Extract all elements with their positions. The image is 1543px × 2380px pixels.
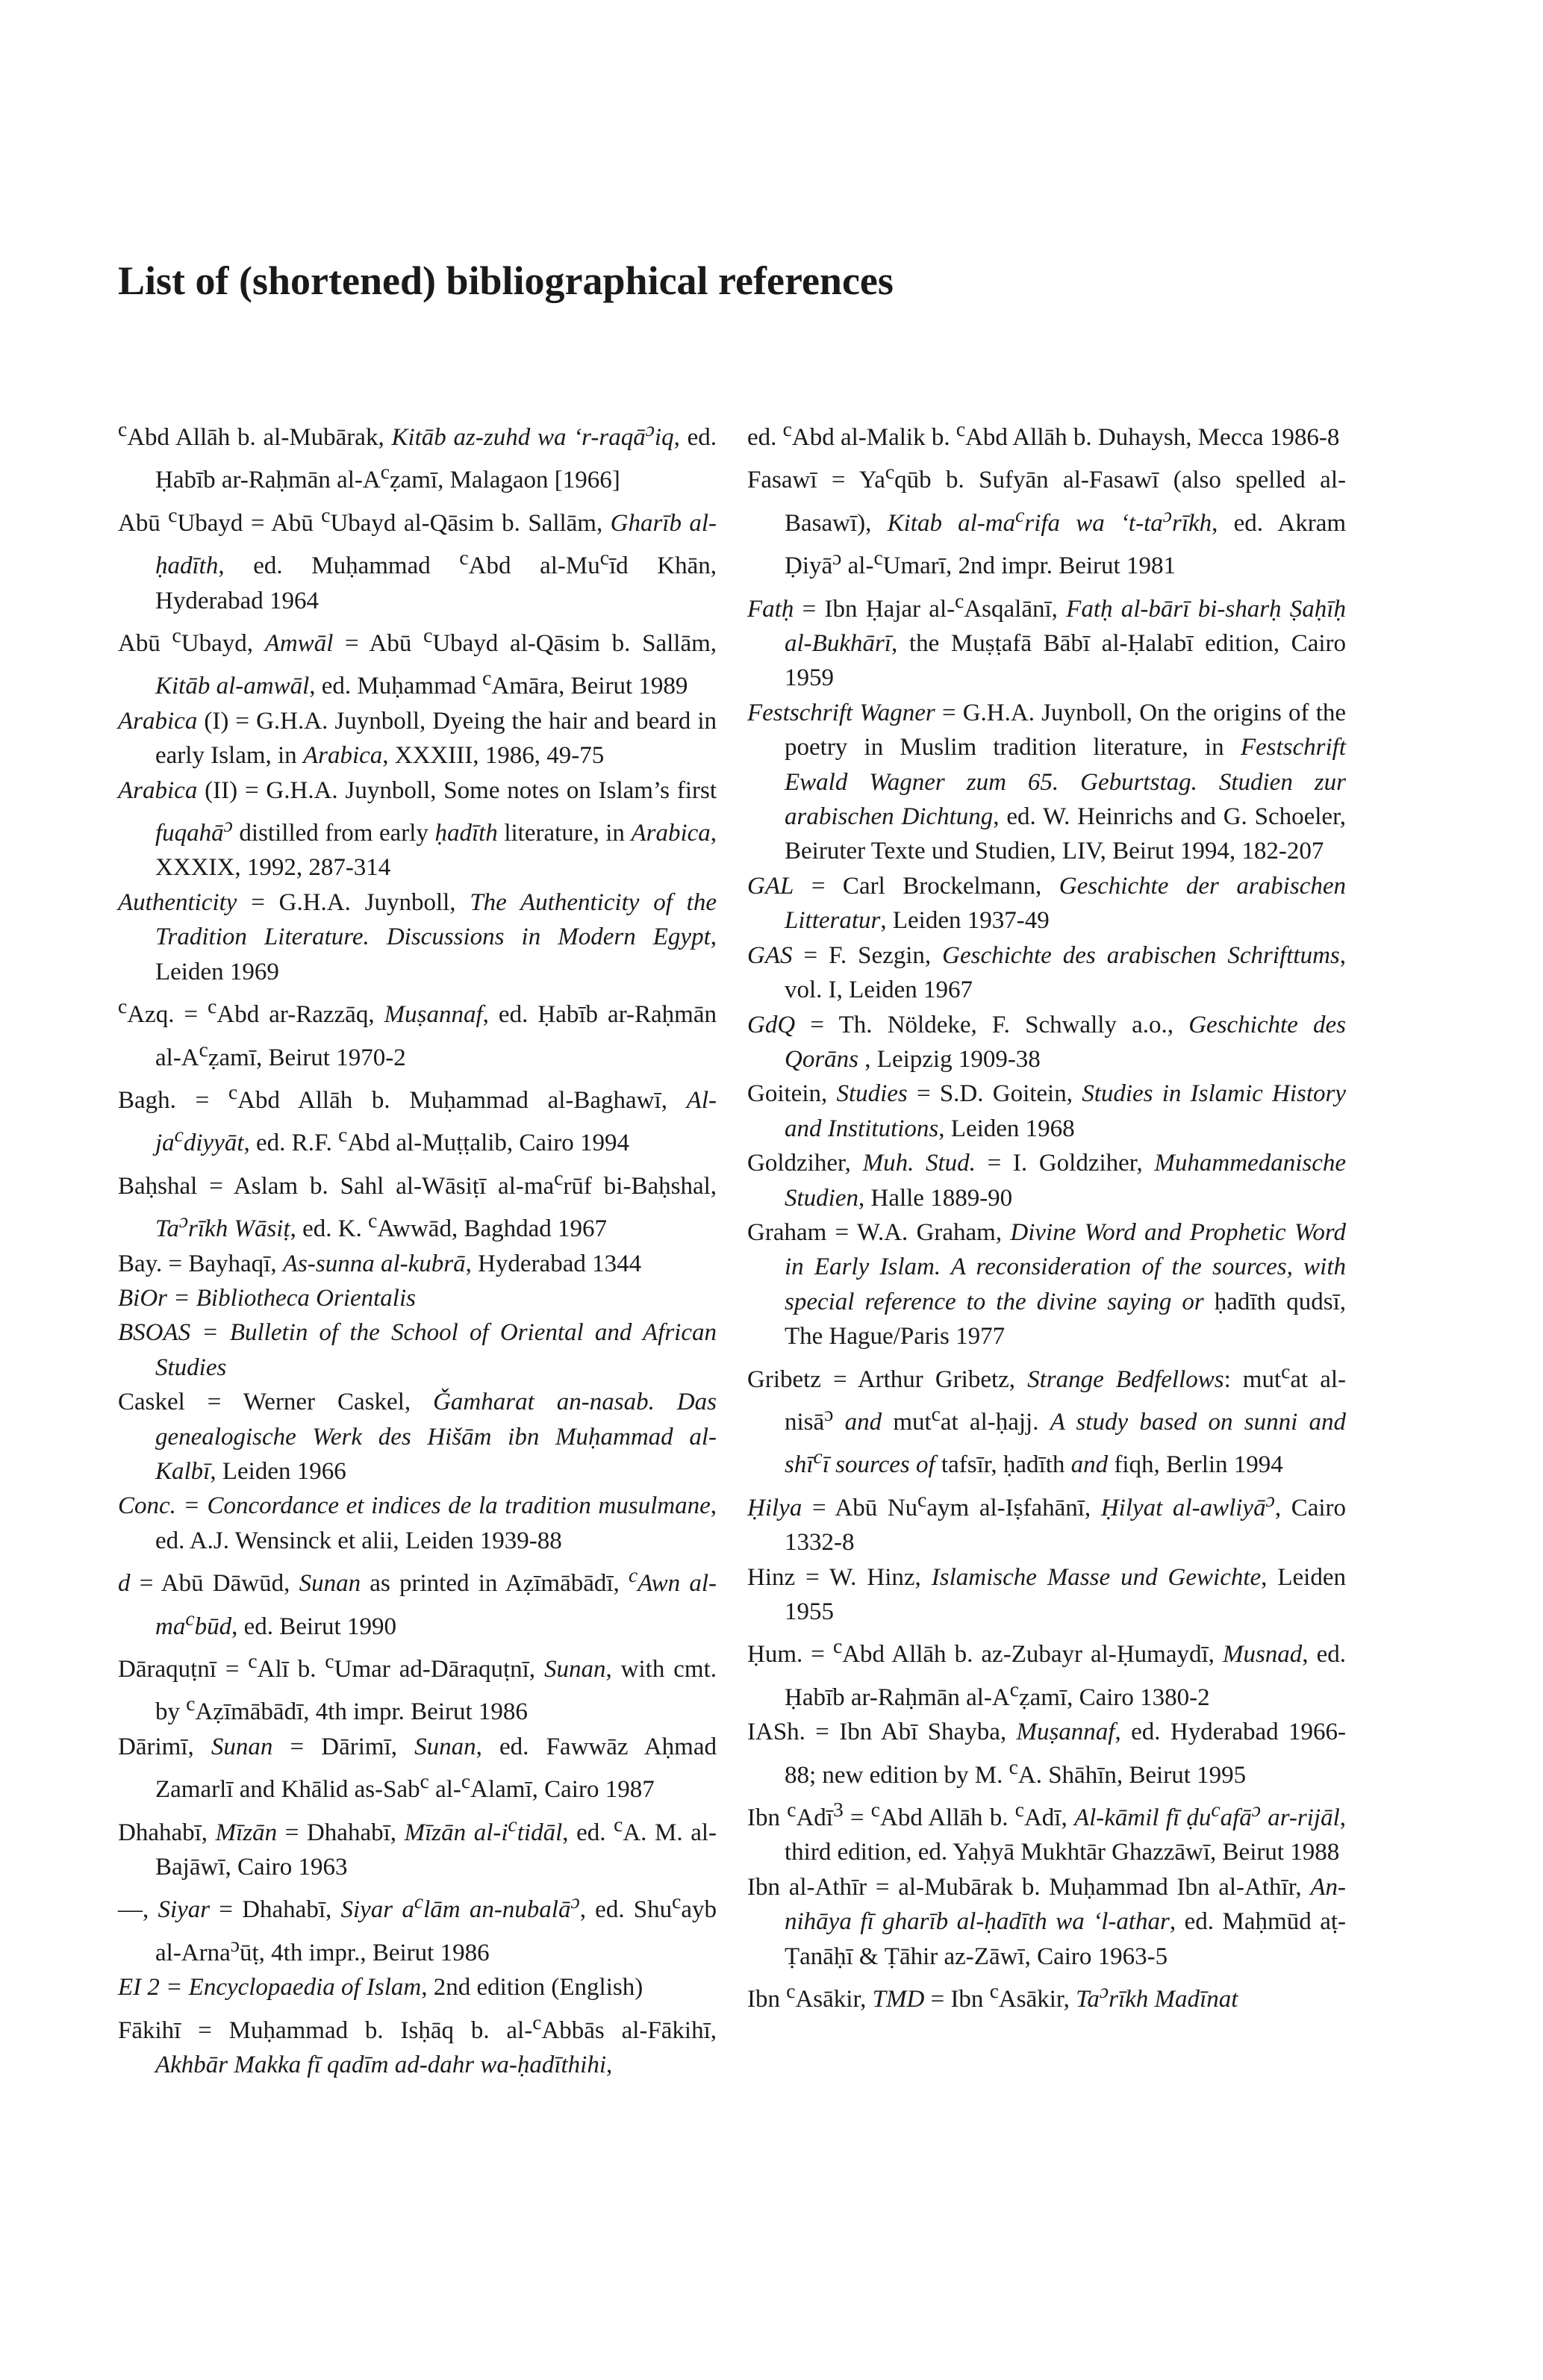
bibliography-entry: Fākihī = Muḥammad b. Isḥāq b. al-$^c$Abbās al-Fākihī, Akhbār Makka fī qadīm ad-dahr wa-ḥadīthihi,	[118, 2010, 717, 2079]
bibliography-entry: Festschrift Wagner = G.H.A. Juynboll, On the origins of the poetry in Muslim tradition literature, in Festschrift Ewald Wagner zum 65. Geburtstag. Studien zur arabischen Dichtung, ed. W. Heinrichs and G. Schoeler, Beiruter Texte und Studien, LIV, Beirut 1994, 182-207	[747, 699, 1347, 865]
bibliography-entry: Hinz = W. Hinz, Islamische Masse und Gewichte, Leiden 1955	[747, 1563, 1346, 1625]
bibliography-entry: GdQ = Th. Nöldeke, F. Schwally a.o., Geschichte des Qorāns , Leipzig 1909-38	[747, 1011, 1347, 1073]
bibliography-entry: BSOAS = Bulletin of the School of Oriental and African Studies	[118, 1319, 717, 1381]
bibliography-entry: Graham = W.A. Graham, Divine Word and Prophetic Word in Early Islam. A reconsideration of the sources, with special reference to the divine saying or ḥadīth qudsī, The Hague/Paris 1977	[747, 1218, 1346, 1351]
bibliography-entry: Ḥum. = $^c$Abd Allāh b. az-Zubayr al-Ḥumaydī, Musnad, ed. Ḥabīb ar-Raḥmān $al-A^cẓamī$, Cairo 1380-2	[747, 1634, 1346, 1711]
bibliography-entry: ed. $^c$Abd al-Malik b. $^c$Abd Allāh b. Duhaysh, Mecca 1986-8	[747, 417, 1340, 451]
bibliography-entry: Dhahabī, Mīzān = Dhahabī, Mīzān $al-i^ctidāl$, ed. $^c$A. M. al-Bajāwī, Cairo 1963	[118, 1812, 717, 1881]
bibliography-entry: Arabica (II) = G.H.A. Juynboll, Some notes on Islam’s first fuqahā$^ɔ$ distilled from early ḥadīth literature, in Arabica, XXXIX, 1992, 287-314	[118, 776, 717, 882]
bibliography-entry: $^c$Azq. = $^c$Abd ar-Razzāq, Muṣannaf, ed. Ḥabīb ar-Raḥmān $al-A^cẓamī$, Beirut 1970-2	[118, 994, 717, 1071]
bibliography-entry: GAL = Carl Brockelmann, Geschichte der arabischen Litteratur, Leiden 1937-49	[747, 872, 1346, 935]
bibliography-entry: Goldziher, Muh. Stud. = I. Goldziher, Muhammedanische Studien, Halle 1889-90	[747, 1150, 1346, 1212]
bibliography-column-right	[747, 412, 1346, 2016]
bibliography-entry: Abū $^c$Ubayd = Abū $^c$Ubayd al-Qāsim b. Sallām, Gharīb al-ḥadīth, ed. Muḥammad $^c$Abd al-Mu$^c$īd Khān, Hyderabad 1964	[118, 502, 717, 614]
bibliography-entry: Goitein, Studies = S.D. Goitein, Studies in Islamic History and Institutions, Leiden 1968	[747, 1080, 1346, 1142]
bibliography-entry: Bagh. = $^c$Abd Allāh b. Muḥammad al-Baghawī, $Al-ja^cdiyyāt$, ed. R.F. $^c$Abd al-Muṭṭalib, Cairo 1994	[118, 1080, 717, 1157]
bibliography-entry: Fatḥ = Ibn Ḥajar al-$^c$Asqalānī, Fatḥ al-bārī bi-sharḥ Ṣaḥīḥ al-Bukhārī, the Muṣṭafā Bābī al-Ḥalabī edition, Cairo 1959	[747, 588, 1346, 692]
bibliography-entry: Conc. = Concordance et indices de la tradition musulmane, ed. A.J. Wensinck et alii, Leiden 1939-88	[118, 1492, 717, 1554]
bibliography-entry: Dārimī, Sunan = Dārimī, Sunan, ed. Fawwāz Aḥmad Zamarlī and Khālid as-Sab$^c$ al-$^c$Alamī, Cairo 1987	[118, 1733, 717, 1804]
page-title: List of (shortened) bibliographical references	[118, 258, 894, 303]
bibliography-entry: —, Siyar = Dhahabī, Siyar $a^clām$ an-nubalā$^ɔ$, ed. Shu$^c$ayb al-Arna$^ɔ$ūṭ, 4th impr., Beirut 1986	[118, 1890, 717, 1966]
bibliography-entry: Ibn $^c$Adī$^3$ = $^c$Abd Allāh b. $^c$Adī, Al-kāmil fī ḍu$^c$afā$^ɔ$ ar-rijāl, third edition, ed. Yaḥyā Mukhtār Ghazzāwī, Beirut 1988	[747, 1798, 1346, 1866]
bibliography-entry: Dāraquṭnī = $^c$Alī b. $^c$Umar ad-Dāraquṭnī, Sunan, with cmt. by $^c$Aẓīmābādī, 4th impr. Beirut 1986	[118, 1649, 717, 1726]
bibliography-entry: Fasawī = $Ya^cqūb$ b. Sufyān al-Fasawī (also spelled al-Basawī), Kitab $al-ma^crifa$ wa ‘$t-ta^ɔrīkh$, ed. Akram Ḍiyā$^ɔ$ al-$^c$Umarī, 2nd impr. Beirut 1981	[747, 460, 1347, 580]
bibliography-entry: Ibn al-Athīr = al-Mubārak b. Muḥammad Ibn al-Athīr, An-nihāya fī gharīb al-ḥadīth wa ‘l-athar, ed. Maḥmūd aṭ-Ṭanāḥī & Ṭāhir az-Zāwī, Cairo 1963-5	[747, 1873, 1347, 1970]
bibliography-entry: Baḥshal = Aslam b. Sahl al-Wāsiṭī $al-ma^crūf$ bi-Baḥshal, $Ta^ɔrīkh$ Wāsiṭ, ed. K. $^c$Awwād, Baghdad 1967	[118, 1165, 717, 1243]
bibliography-entry: BiOr = Bibliotheca Orientalis	[118, 1284, 416, 1312]
bibliography-entry: Gribetz = Arthur Gribetz, Strange Bedfellows: mut$^c$at al-nisā$^ɔ$ and mut$^c$at al-ḥajj. A study based on sunni and shī$^c$ī sources of tafsīr, ḥadīth and fiqh, Berlin 1994	[747, 1359, 1347, 1479]
bibliography-entry: Ibn $^c$Asākir, TMD = Ibn $^c$Asākir, $Ta^ɔrīkh$ Madīnat	[747, 1979, 1238, 2013]
bibliography-entry: Ḥilya = Abū Nu$^c$aym al-Iṣfahānī, Ḥilyat al-awliyā$^ɔ$, Cairo 1332-8	[747, 1487, 1347, 1557]
bibliography-column-left	[118, 412, 717, 2082]
bibliography-entry: Authenticity = G.H.A. Juynboll, The Authenticity of the Tradition Literature. Discussions in Modern Egypt, Leiden 1969	[118, 888, 717, 985]
bibliography-entry: Bay. = Bayhaqī, As-sunna al-kubrā, Hyderabad 1344	[118, 1250, 642, 1277]
bibliography-entry: EI 2 = Encyclopaedia of Islam, 2nd edition (English)	[118, 1974, 643, 2001]
bibliography-entry: GAS = F. Sezgin, Geschichte des arabischen Schrifttums, vol. I, Leiden 1967	[747, 941, 1346, 1004]
bibliography-entry: Caskel = Werner Caskel, Ǧamharat an-nasab. Das genealogische Werk des Hišām ibn Muḥammad al-Kalbī, Leiden 1966	[118, 1389, 717, 1485]
bibliography-entry: Arabica (I) = G.H.A. Juynboll, Dyeing the hair and beard in early Islam, in Arabica, XXXIII, 1986, 49-75	[118, 707, 717, 770]
bibliography-entry: IASh. = Ibn Abī Shayba, Muṣannaf, ed. Hyderabad 1966-88; new edition by M. $^c$A. Shāhīn, Beirut 1995	[747, 1719, 1346, 1789]
bibliography-entry: d = Abū Dāwūd, Sunan as printed in Aẓīmābādī, $^c$Awn $al-ma^cbūd$, ed. Beirut 1990	[118, 1563, 717, 1640]
bibliography-entry: Abū $^c$Ubayd, Amwāl = Abū $^c$Ubayd al-Qāsim b. Sallām, Kitāb al-amwāl, ed. Muḥammad $^c$Amāra, Beirut 1989	[118, 623, 717, 700]
bibliography-entry: $^c$Abd Allāh b. al-Mubārak, Kitāb az-zuhd wa ‘r-raqā$^ɔ$iq, ed. Ḥabīb ar-Raḥmān $al-A^cẓamī$, Malagaon [1966]	[118, 417, 717, 494]
